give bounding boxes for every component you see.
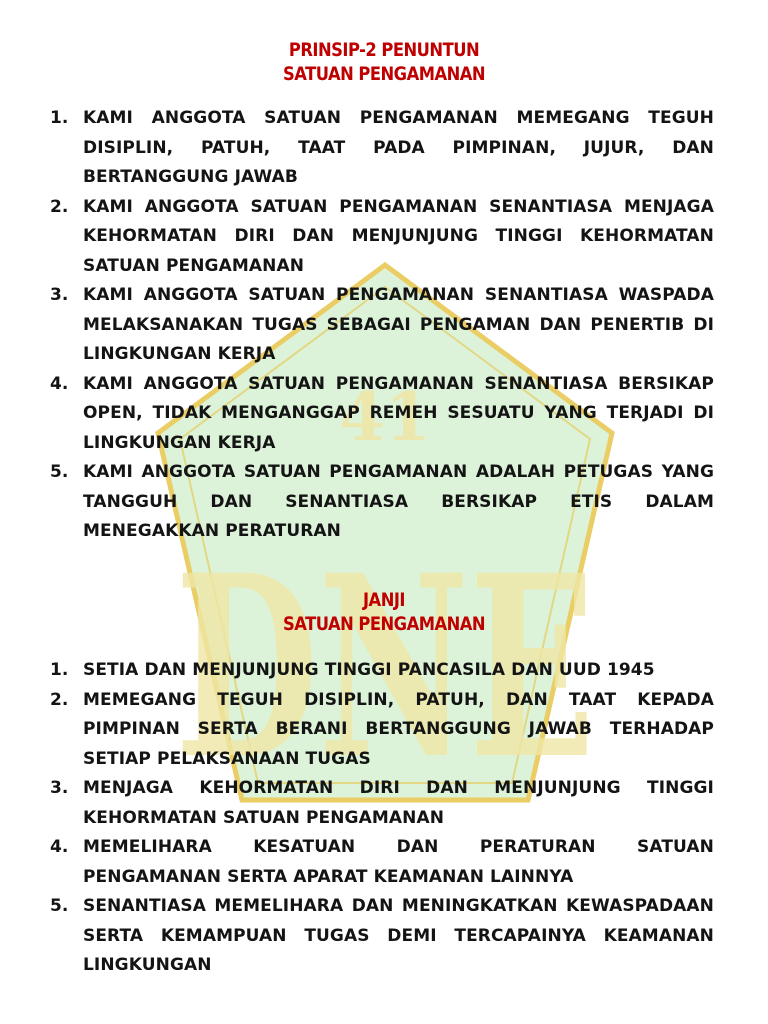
list-text: MEMELIHARA KESATUAN DAN PERATURAN SATUAN PENGAMANAN SERTA APARAT KEAMANAN LAINNYA [83,837,714,887]
watermark-number: 41 [339,378,431,456]
janji-title-line1: JANJI [362,589,405,611]
janji-item-3 [50,774,714,833]
janji-item-4 [50,833,714,892]
janji-item-5 [50,892,714,981]
list-text: KAMI ANGGOTA SATUAN PENGAMANAN SENANTIASA BERSIKAP OPEN, TIDAK MENGANGGAP REMEH SESUATU YANG TERJADI DI LINGKUNGAN KERJA [83,373,714,453]
prinsip-title-line2: SATUAN PENGAMANAN [282,63,486,85]
list-number: 1. [50,660,69,680]
prinsip-title-line1: PRINSIP-2 PENUNTUN [288,39,480,61]
list-text: MENJAGA KEHORMATAN DIRI DAN MENJUNJUNG TINGGI KEHORMATAN SATUAN PENGAMANAN [83,778,714,828]
list-text: KAMI ANGGOTA SATUAN PENGAMANAN MEMEGANG TEGUH DISIPLIN, PATUH, TAAT PADA PIMPINAN, JUJUR, DAN BERTANGGUNG JAWAB [83,108,714,187]
list-number: 2. [50,196,69,217]
list-number: 2. [50,689,69,710]
list-text: MEMEGANG TEGUH DISIPLIN, PATUH, DAN TAAT KEPADA PIMPINAN SERTA BERANI BERTANGGUNG JAWAB TERHADAP SETIAP PELAKSANAAN TUGAS [83,689,714,769]
prinsip-heading [54,38,714,86]
prinsip-item-3 [50,281,714,370]
list-number: 4. [50,837,69,857]
list-text: KAMI ANGGOTA SATUAN PENGAMANAN SENANTIASA WASPADA MELAKSANAKAN TUGAS SEBAGAI PENGAMAN DAN PENERTIB DI LINGKUNGAN KERJA [83,285,714,364]
list-number: 3. [50,285,69,305]
list-number: 4. [50,373,69,394]
prinsip-item-2 [50,193,714,282]
list-text: SETIA DAN MENJUNJUNG TINGGI PANCASILA DAN UUD 1945 [83,660,655,680]
prinsip-item-4 [50,370,714,459]
list-text: KAMI ANGGOTA SATUAN PENGAMANAN ADALAH PETUGAS YANG TANGGUH DAN SENANTIASA BERSIKAP ETIS DALAM MENEGAKKAN PERATURAN [83,462,714,541]
prinsip-list [50,104,714,547]
list-number: 5. [50,896,69,916]
janji-title-line2: SATUAN PENGAMANAN [282,613,486,635]
prinsip-item-1 [50,104,714,193]
prinsip-item-5 [50,458,714,547]
janji-list [50,656,714,981]
janji-heading [54,588,714,636]
janji-item-2 [50,686,714,775]
watermark-letters: DNE [175,520,595,810]
list-number: 5. [50,462,69,482]
list-number: 1. [50,108,69,128]
janji-item-1 [50,656,714,686]
list-number: 3. [50,778,69,798]
list-text: SENANTIASA MEMELIHARA DAN MENINGKATKAN KEWASPADAAN SERTA KEMAMPUAN TUGAS DEMI TERCAPAINYA KEAMANAN LINGKUNGAN [83,896,714,975]
list-text: KAMI ANGGOTA SATUAN PENGAMANAN SENANTIASA MENJAGA KEHORMATAN DIRI DAN MENJUNJUNG TINGGI KEHORMATAN SATUAN PENGAMANAN [83,196,714,276]
